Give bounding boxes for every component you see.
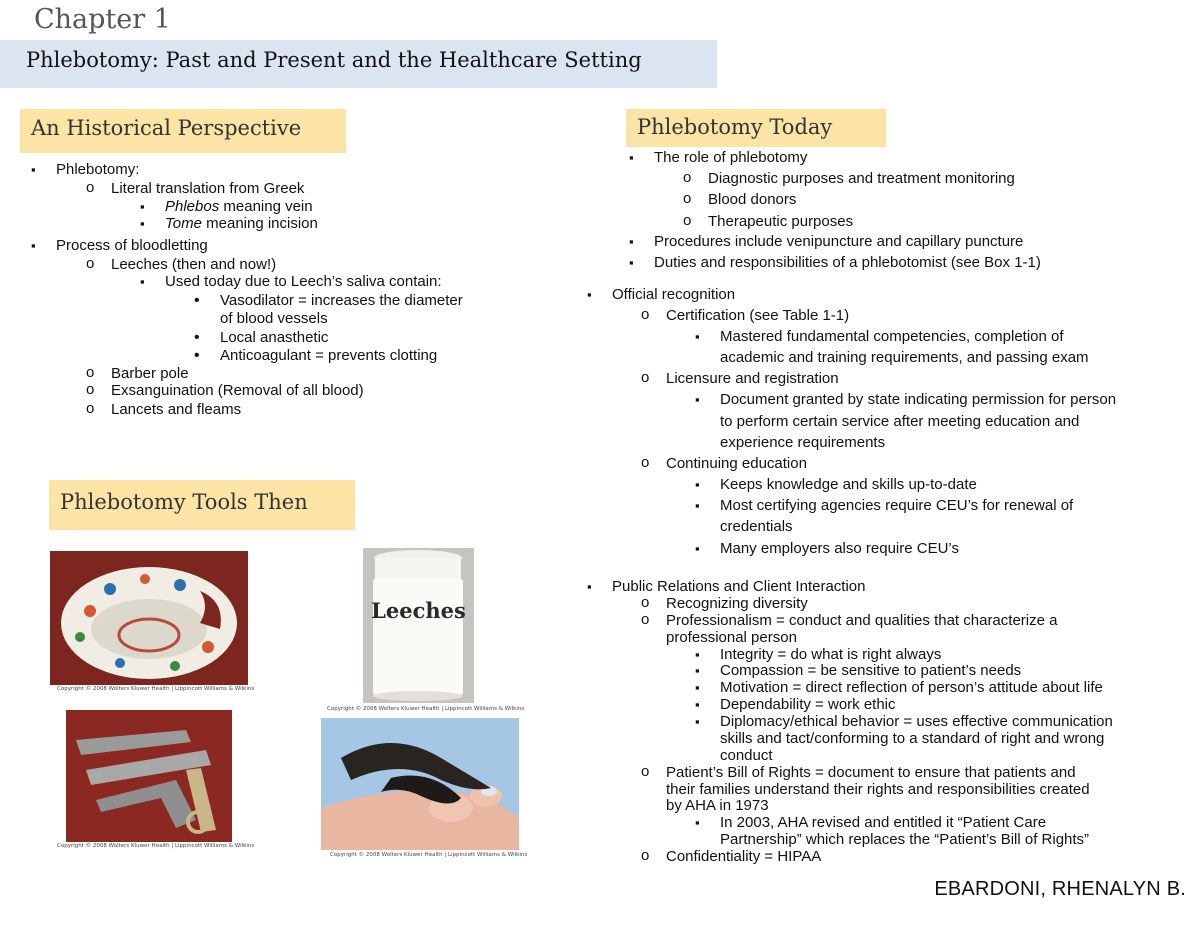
barber-bowl-image: [50, 551, 248, 685]
list-item: ▪ Most certifying agencies require CEU’s for renewal of: [720, 497, 1073, 515]
list-item-cont: academic and training requirements, and passing exam: [720, 349, 1089, 366]
image-caption: Copyright © 2008 Wolters Kluwer Health | Lippincott Williams & Wilkins: [57, 686, 255, 692]
list-item-cont: of blood vessels: [220, 310, 328, 327]
list-item: ▪ Motivation = direct reflection of person’s attitude about life: [720, 679, 1103, 697]
list-item: ▪ Used today due to Leech’s saliva contain:: [165, 273, 442, 291]
list-item: o Literal translation from Greek: [111, 180, 304, 198]
list-item: ▪ Many employers also require CEU’s: [720, 540, 959, 558]
fleams-image: [66, 710, 232, 842]
list-item: ▪ Procedures include venipuncture and capillary puncture: [654, 233, 1023, 251]
today-heading: Phlebotomy Today: [626, 109, 886, 147]
page-title: Phlebotomy: Past and Present and the Healthcare Setting: [26, 48, 642, 72]
list-item: ▪ Duties and responsibilities of a phlebotomist (see Box 1-1): [654, 254, 1041, 272]
leech-foot-image: [321, 718, 519, 850]
list-item: ▪ Phlebotomy:: [56, 161, 139, 179]
list-item-cont: professional person: [666, 629, 797, 646]
list-item: ▪ Dependability = work ethic: [720, 696, 896, 714]
list-item-cont: credentials: [720, 518, 793, 535]
list-item: o Exsanguination (Removal of all blood): [111, 382, 364, 400]
list-item: o Licensure and registration: [666, 370, 839, 388]
list-item: ▪ The role of phlebotomy: [654, 149, 807, 167]
list-item: ▪ Process of bloodletting: [56, 237, 208, 255]
list-item: ▪ Official recognition: [612, 286, 735, 304]
list-item: o Lancets and fleams: [111, 401, 241, 419]
list-item: ▪ Public Relations and Client Interaction: [612, 578, 865, 596]
image-caption: Copyright © 2008 Wolters Kluwer Health | Lippincott Williams & Wilkins: [57, 843, 255, 849]
list-item: o Leeches (then and now!): [111, 256, 276, 274]
list-item: ▪ Tome meaning incision: [165, 215, 318, 233]
list-item: ▪ In 2003, AHA revised and entitled it “Patient Care: [720, 814, 1046, 832]
list-item: o Patient’s Bill of Rights = document to ensure that patients and: [666, 764, 1076, 782]
list-item: • Vasodilator = increases the diameter: [220, 292, 463, 310]
list-item: o Certification (see Table 1-1): [666, 307, 849, 325]
list-item-cont: by AHA in 1973: [666, 797, 769, 814]
list-item: o Diagnostic purposes and treatment monitoring: [708, 170, 1015, 188]
jar-label: Leeches: [371, 598, 466, 623]
list-item: • Local anasthetic: [220, 329, 328, 347]
list-item: o Confidentiality = HIPAA: [666, 848, 821, 866]
tools-heading: Phlebotomy Tools Then: [49, 480, 355, 530]
list-item-cont: experience requirements: [720, 434, 886, 451]
list-item-cont: conduct: [720, 747, 773, 764]
list-item: ▪ Mastered fundamental competencies, completion of: [720, 328, 1064, 346]
chapter-label: Chapter 1: [34, 4, 171, 35]
leech-jar-image: [363, 548, 474, 703]
list-item-cont: skills and tact/conforming to a standard of right and wrong: [720, 730, 1105, 747]
list-item-cont: their families understand their rights and responsibilities created: [666, 781, 1090, 798]
list-item-cont: to perform certain service after meeting education and: [720, 413, 1080, 430]
historical-heading: An Historical Perspective: [20, 109, 346, 153]
list-item-cont: Partnership” which replaces the “Patient’s Bill of Rights”: [720, 831, 1090, 848]
title-bar: [0, 40, 717, 88]
author-name: EBARDONI, RHENALYN B.: [934, 878, 1186, 900]
list-item: o Blood donors: [708, 191, 796, 209]
list-item: ▪ Integrity = do what is right always: [720, 646, 941, 664]
list-item: ▪ Document granted by state indicating permission for person: [720, 391, 1116, 409]
list-item: o Professionalism = conduct and qualities that characterize a: [666, 612, 1057, 630]
list-item: o Recognizing diversity: [666, 595, 808, 613]
list-item: ▪ Keeps knowledge and skills up-to-date: [720, 476, 977, 494]
image-caption: Copyright © 2008 Wolters Kluwer Health | Lippincott Williams & Wilkins: [327, 706, 525, 712]
list-item: o Therapeutic purposes: [708, 213, 853, 231]
list-item: o Barber pole: [111, 365, 189, 383]
list-item: ▪ Diplomacy/ethical behavior = uses effective communication: [720, 713, 1113, 731]
list-item: o Continuing education: [666, 455, 807, 473]
list-item: ▪ Phlebos meaning vein: [165, 198, 313, 216]
image-caption: Copyright © 2008 Wolters Kluwer Health | Lippincott Williams & Wilkins: [330, 852, 528, 858]
list-item: • Anticoagulant = prevents clotting: [220, 347, 437, 365]
list-item: ▪ Compassion = be sensitive to patient’s needs: [720, 662, 1021, 680]
